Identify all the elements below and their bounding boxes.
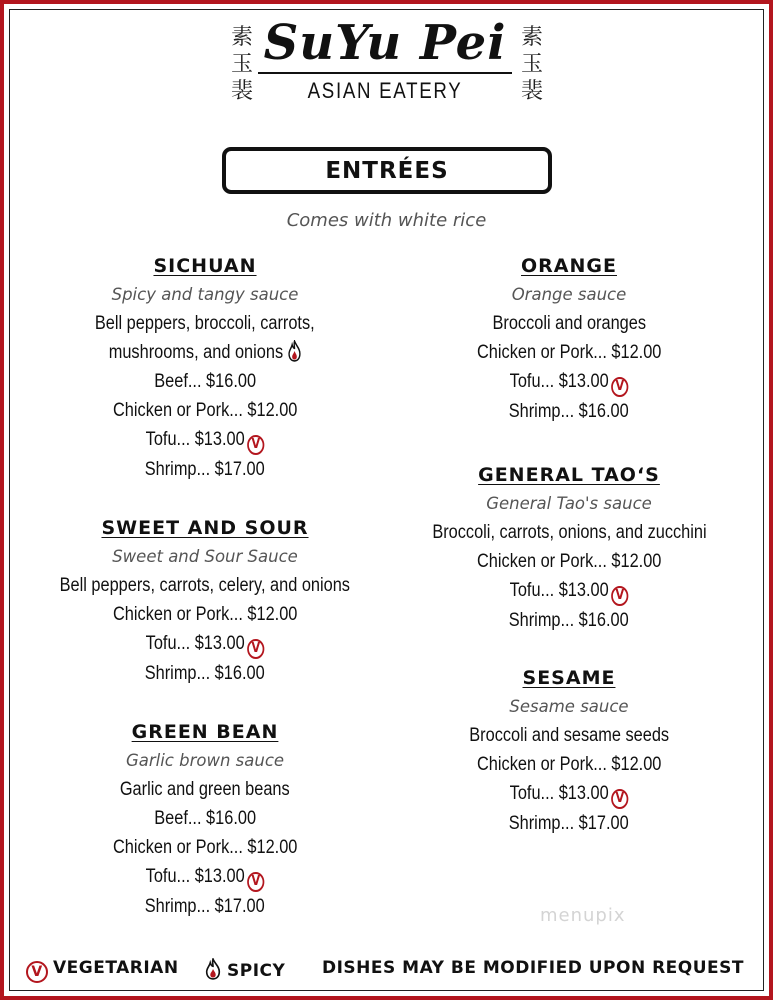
chinese-name-right [519, 24, 545, 105]
vegetarian-icon: V [247, 435, 264, 455]
dish-right-2 [384, 664, 754, 838]
dish-right-1 [384, 461, 754, 635]
flame-icon [286, 340, 301, 362]
dish-price: Shrimp... $16.00 [509, 610, 629, 631]
vegetarian-icon: V [26, 961, 48, 983]
vegetarian-icon: V [611, 586, 628, 606]
section-title-box [222, 147, 552, 194]
dish-price: Tofu... $13.00 V [384, 576, 754, 606]
dish-price: Tofu... $13.00 V [20, 862, 390, 892]
dish-price: Tofu... $13.00 V [384, 367, 754, 397]
menu-legend [26, 958, 757, 984]
restaurant-logo-subtitle: ASIAN EATERY [307, 78, 463, 103]
legend-vegetarian [26, 958, 179, 983]
restaurant-logo-name: SuYu Pei [263, 15, 507, 71]
brand-header [0, 14, 773, 114]
dish-price: Chicken or Pork... $12.00 [112, 400, 298, 421]
section-subtitle: Comes with white rice [286, 210, 487, 231]
flame-icon [204, 958, 222, 980]
dish-left-2 [20, 718, 390, 921]
logo-divider [258, 72, 512, 74]
dish-left-1 [20, 514, 390, 688]
dish-price: Shrimp... $17.00 [145, 459, 265, 480]
dish-price: Shrimp... $16.00 [145, 663, 265, 684]
dish-ingredients: Broccoli, carrots, onions, and zucchini [431, 522, 707, 543]
dish-price: Chicken or Pork... $12.00 [476, 754, 662, 775]
dish-ingredients: Bell peppers, broccoli, carrots, [95, 313, 315, 334]
dish-name: GREEN BEAN [131, 721, 279, 743]
dish-price: Shrimp... $17.00 [145, 896, 265, 917]
dish-price: Beef... $16.00 [154, 808, 256, 829]
dish-price: Chicken or Pork... $12.00 [112, 837, 298, 858]
legend-note: DISHES MAY BE MODIFIED UPON REQUEST [322, 958, 745, 978]
chinese-char: 裴 [230, 79, 253, 104]
dish-name: SWEET AND SOUR [101, 517, 309, 539]
dish-price: Chicken or Pork... $12.00 [476, 551, 662, 572]
dish-sauce: Sweet and Sour Sauce [112, 547, 298, 566]
dish-sauce: Garlic brown sauce [125, 751, 285, 770]
chinese-char: 裴 [520, 79, 543, 104]
chinese-name-left [229, 24, 255, 105]
section-title: ENTRÉES [325, 157, 449, 184]
watermark: menupix [540, 905, 626, 926]
chinese-char: 玉 [230, 52, 253, 77]
vegetarian-icon: V [611, 377, 628, 397]
dish-sauce: Spicy and tangy sauce [111, 285, 299, 304]
legend-spicy-label: SPICY [227, 961, 286, 981]
dish-sauce: Orange sauce [511, 285, 627, 304]
chinese-char: 玉 [520, 52, 543, 77]
chinese-char: 素 [230, 25, 253, 50]
legend-vegetarian-label: VEGETARIAN [53, 958, 179, 978]
dish-ingredients: Broccoli and sesame seeds [469, 725, 669, 746]
dish-price: Tofu... $13.00 V [384, 779, 754, 809]
legend-spicy [204, 958, 285, 981]
dish-ingredients: mushrooms, and onions [20, 338, 390, 367]
dish-sauce: Sesame sauce [509, 697, 629, 716]
vegetarian-icon: V [247, 639, 264, 659]
dish-ingredients: Bell peppers, carrots, celery, and onions [59, 575, 351, 596]
dish-price: Tofu... $13.00 V [20, 425, 390, 455]
dish-name: SESAME [522, 667, 616, 689]
vegetarian-icon: V [611, 789, 628, 809]
dish-ingredients: Broccoli and oranges [492, 313, 646, 334]
dish-right-0 [384, 252, 754, 426]
dish-left-0 [20, 252, 390, 484]
dish-sauce: General Tao's sauce [486, 494, 652, 513]
dish-price: Tofu... $13.00 V [20, 629, 390, 659]
dish-price: Shrimp... $17.00 [509, 813, 629, 834]
dish-price: Beef... $16.00 [154, 371, 256, 392]
dish-name: SICHUAN [153, 255, 257, 277]
dish-name: ORANGE [521, 255, 617, 277]
vegetarian-icon: V [247, 872, 264, 892]
dish-price: Chicken or Pork... $12.00 [476, 342, 662, 363]
dish-name: GENERAL TAO‘S [478, 464, 660, 486]
chinese-char: 素 [520, 25, 543, 50]
dish-price: Chicken or Pork... $12.00 [112, 604, 298, 625]
dish-ingredients: Garlic and green beans [120, 779, 290, 800]
dish-price: Shrimp... $16.00 [509, 401, 629, 422]
